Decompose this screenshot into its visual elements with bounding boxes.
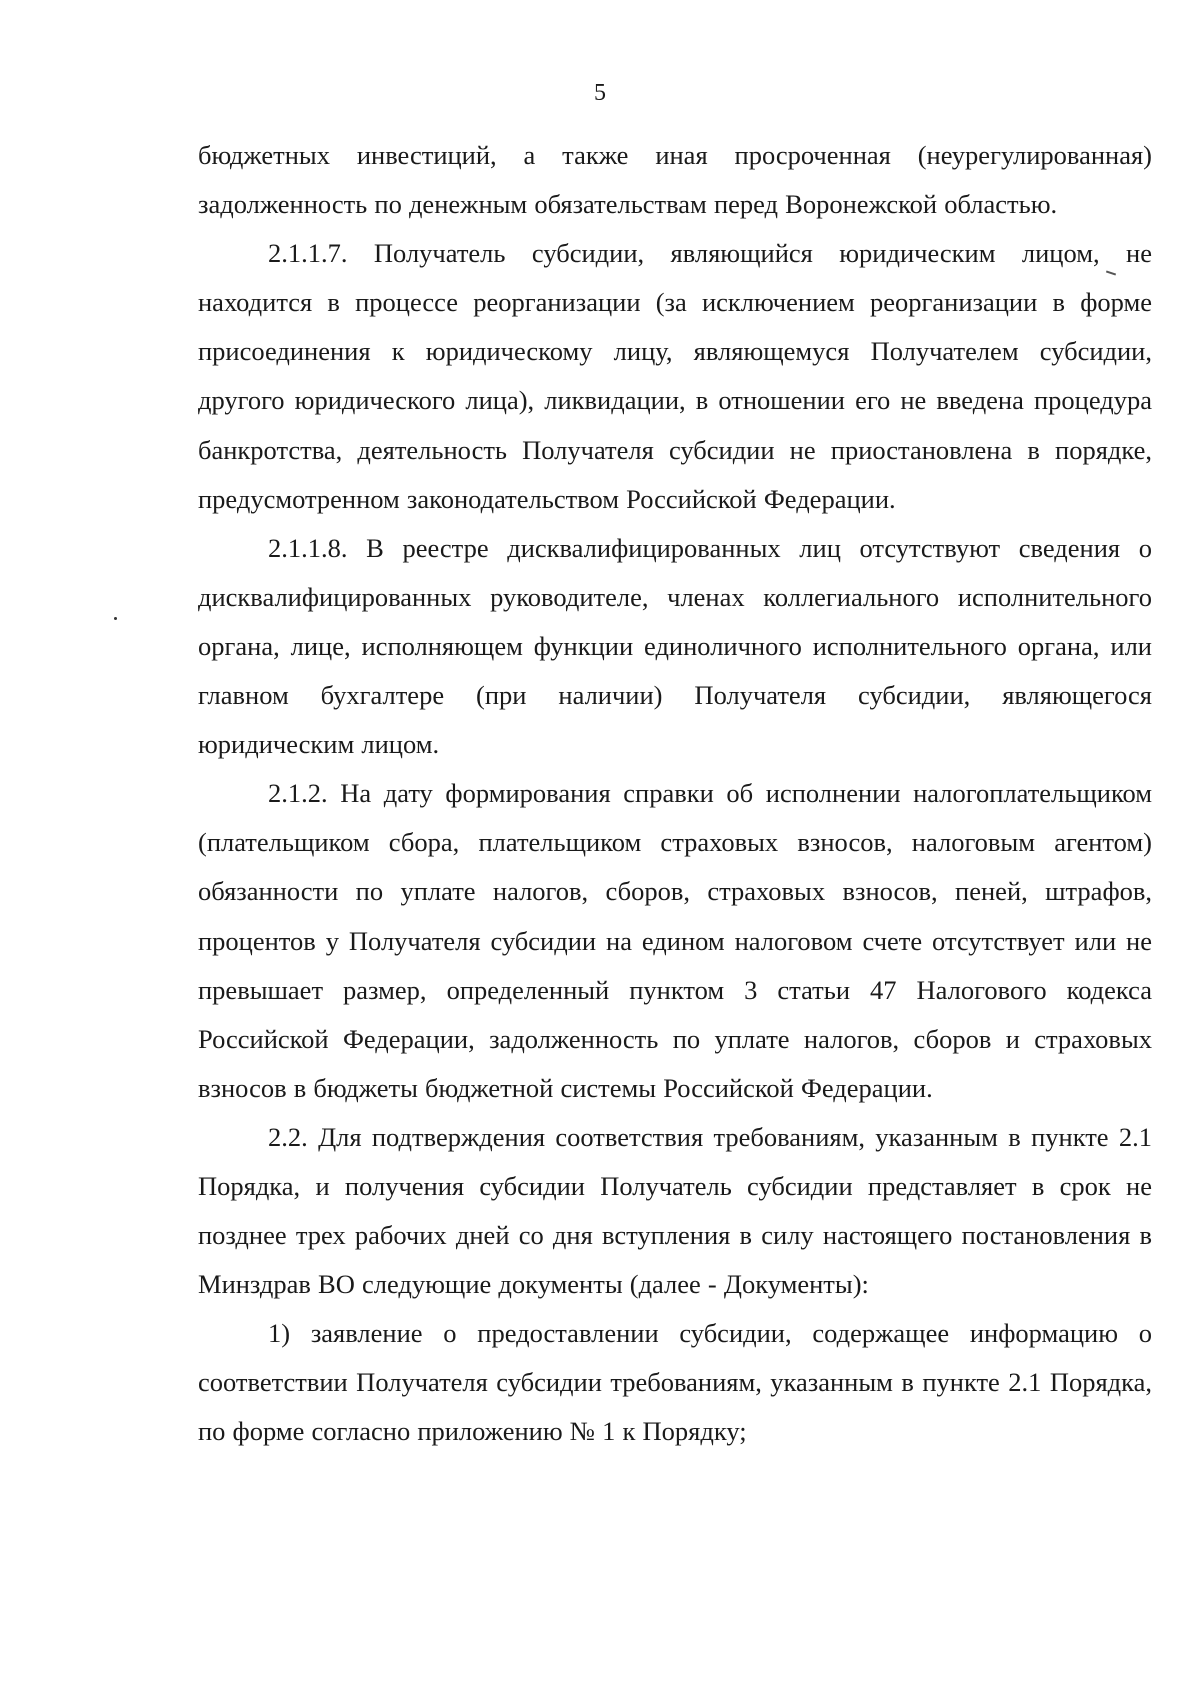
paragraph-2-2: 2.2. Для подтверждения соответствия требованиям, указанным в пункте 2.1 Порядка, и получения субсидии Получатель субсидии представляет в срок не позднее трех рабочих дней со дня вступления в силу настоящего постановления в Минздрав ВО следующие документы (далее - Документы): bbox=[198, 1121, 1152, 1300]
page-number: 5 bbox=[594, 80, 606, 106]
paragraph-2-1-1-8: 2.1.1.8. В реестре дисквалифицированных лиц отсутствуют сведения о дисквалифицированных руководителе, членах коллегиального исполнительного органа, лице, исполняющем функции единоличного исполнительного органа, или главном бухгалтере (при наличии) Получателя субсидии, являющегося юридическим лицом. bbox=[198, 532, 1152, 760]
document-body bbox=[198, 131, 1152, 1457]
paragraph-continuation: бюджетных инвестиций, а также иная просроченная (неурегулированная) задолженность по денежным обязательствам перед Воронежской областью. bbox=[198, 140, 1152, 220]
scan-speck bbox=[114, 617, 117, 620]
paragraph-2-1-1-7: 2.1.1.7. Получатель субсидии, являющийся юридическим лицом, не находится в процессе реорганизации (за исключением реорганизации в форме присоединения к юридическому лицу, являющемуся Получателем субсидии, другого юридического лица), ликвидации, в отношении его не введена процедура банкротства, деятельность Получателя субсидии не приостановлена в порядке, предусмотренном законодательством Российской Федерации. bbox=[198, 238, 1152, 514]
paragraph-2-1-2: 2.1.2. На дату формирования справки об исполнении налогоплательщиком (плательщиком сбора, плательщиком страховых взносов, налоговым агентом) обязанности по уплате налогов, сборов, страховых взносов, пеней, штрафов, процентов у Получателя субсидии на едином налоговом счете отсутствует или не превышает размер, определенный пунктом 3 статьи 47 Налогового кодекса Российской Федерации, задолженность по уплате налогов, сборов и страховых взносов в бюджеты бюджетной системы Российской Федерации. bbox=[198, 778, 1152, 1103]
list-item-1: 1) заявление о предоставлении субсидии, содержащее информацию о соответствии Получателя субсидии требованиям, указанным в пункте 2.1 Порядка, по форме согласно приложению № 1 к Порядку; bbox=[198, 1318, 1152, 1447]
